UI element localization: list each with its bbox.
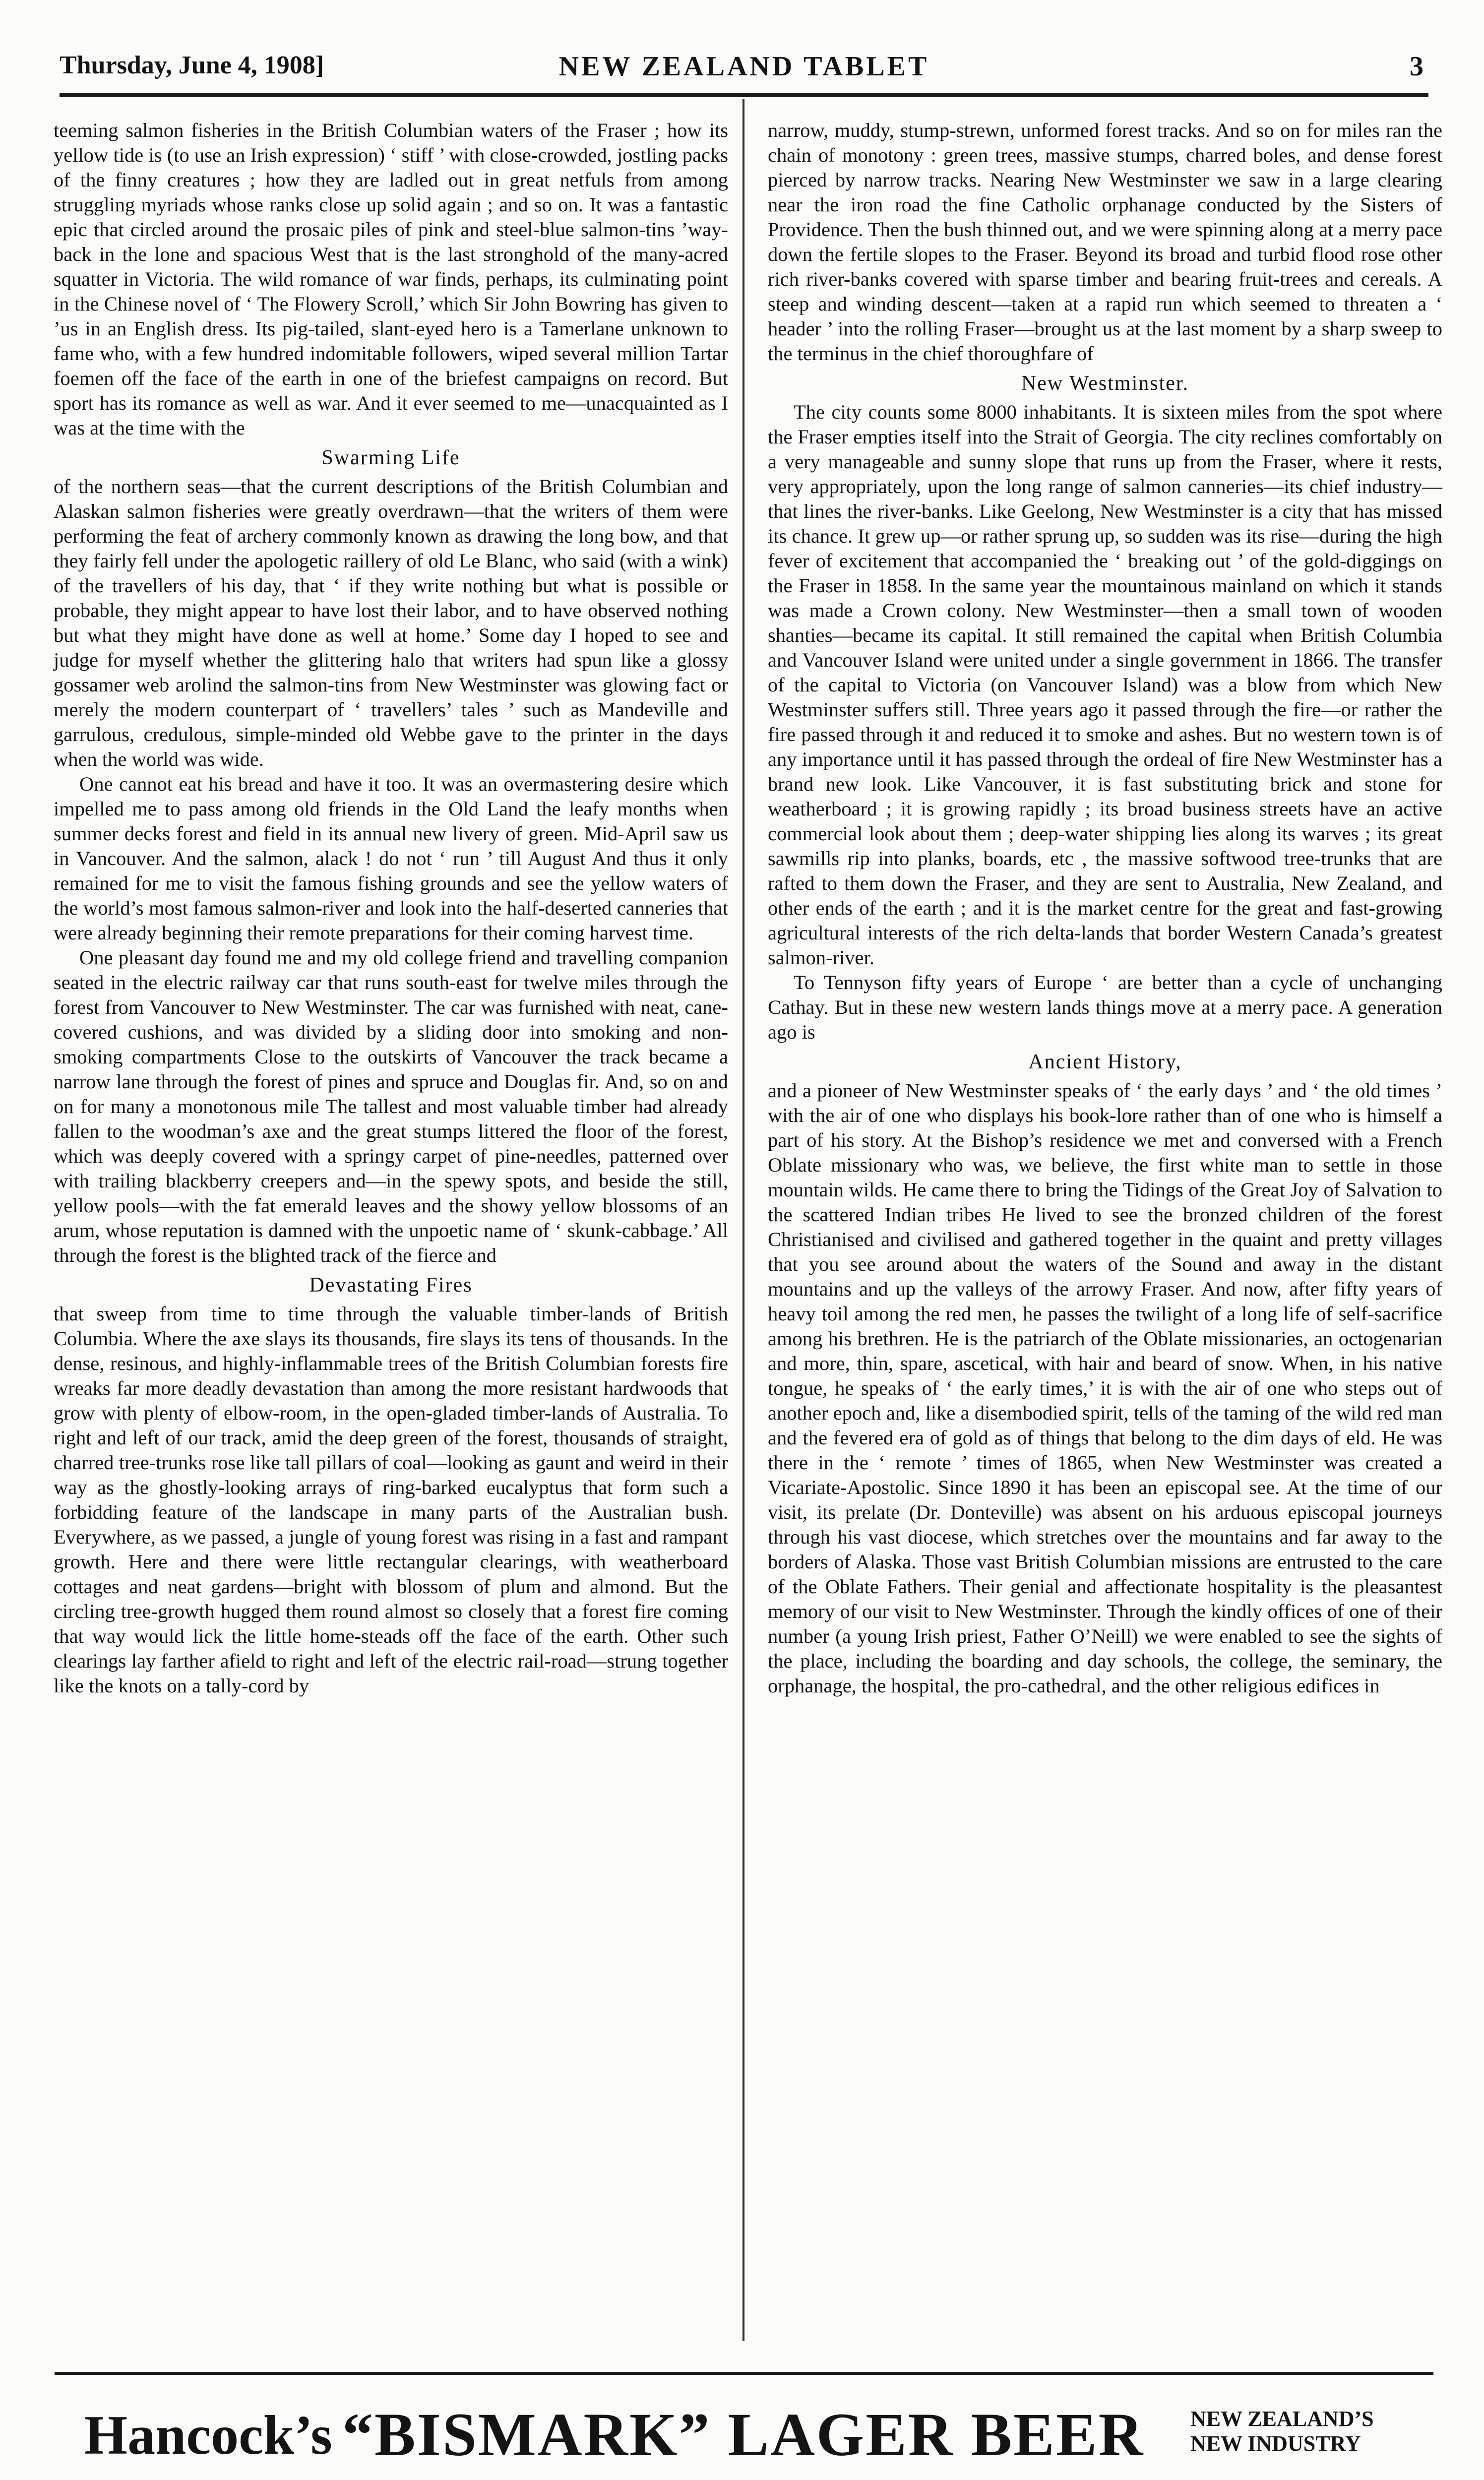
left-column xyxy=(54,118,728,1698)
right-column xyxy=(768,118,1442,1698)
article-paragraph: and a pioneer of New Westminster speaks of ‘ the early days ’ and ‘ the old times ’ with the air of one who displays his book-lore rather than of one who is himself a part of his story. At the Bishop’s residence we met and conversed with a French Oblate missionary who was, we believe, the first white man to settle in those mountain wilds. He came there to bring the Tidings of the Great Joy of Salvation to the scattered Indian tribes He lived to see the bronzed children of the forest Christianised and civilised and gathered together in the quaint and pretty villages that you see around about the waters of the Sound and away in the distant mountains and up the valleys of the arrowy Fraser. And now, after fifty years of heavy toil among the red men, he passes the twilight of a long life of self-sacrifice among his brethren. He is the patriarch of the Oblate missionaries, an octogenarian and more, thin, spare, ascetical, with hair and beard of snow. When, in his native tongue, he speaks of ‘ the early times,’ it is with the air of one who steps out of another epoch and, like a disembodied spirit, tells of the taming of the wild red man and the fevered era of gold as of things that belong to the dim days of eld. He was there in the ‘ remote ’ times of 1865, when New Westminster was created a Vicariate-Apostolic. Since 1890 it has been an episcopal see. At the time of our visit, its prelate (Dr. Donteville) was absent on his arduous episcopal journeys through his vast diocese, which stretches over the mountains and far away to the borders of Alaska. Those vast British Columbian missions are entrusted to the care of the Oblate Fathers. Their genial and affectionate hospitality is the pleasantest memory of our visit to New Westminster. Through the kindly offices of one of their number (a young Irish priest, Father O’Neill) we were enabled to see the sights of the place, including the boarding and day schools, the college, the seminary, the orphanage, the hospital, the pro-cathedral, and the other religious edifices in xyxy=(768,1079,1442,1697)
advert-tagline-line: NEW ZEALAND’S xyxy=(1190,2407,1374,2431)
advert-tagline xyxy=(1190,2407,1374,2456)
beer-advertisement xyxy=(84,2381,1423,2480)
advert-brand: Hancock’s xyxy=(84,2405,332,2466)
subheading: Devastating Fires xyxy=(309,1274,473,1297)
advert-tagline-line: NEW INDUSTRY xyxy=(1190,2431,1361,2456)
subheading: New Westminster. xyxy=(1021,372,1189,395)
article-paragraph: The city counts some 8000 inhabitants. It is sixteen miles from the spot where the Fraser empties itself into the Strait of Georgia. The city reclines comfortably on a very manageable and sunny slope that runs up from the Fraser, where it rests, very appropriately, upon the long range of salmon canneries—its chief industry—that lines the river-banks. Like Geelong, New Westminster is a city that has missed its chance. It grew up—or rather sprung up, so sudden was its rise—during the high fever of excitement that accompanied the ‘ breaking out ’ of the gold-diggings on the Fraser in 1858. In the same year the mountainous mainland on which it stands was made a Crown colony. New Westminster—then a small town of wooden shanties—became its capital. It still remained the capital when British Columbia and Vancouver Island were united under a single government in 1866. The transfer of the capital to Victoria (on Vancouver Island) was a blow from which New Westminster suffers still. Three years ago it passed through the fire—or rather the fire passed through it and reduced it to smoke and ashes. But no western town is of any importance until it has passed through the ordeal of fire New Westminster has a brand new look. Like Vancouver, it is fast substituting brick and stone for weatherboard ; it is growing rapidly ; its broad business streets have an active commercial look about them ; deep-water shipping lies along its warves ; its great sawmills rip into planks, boards, etc , the massive softwood tree-trunks that are rafted to them down the Fraser, and they are sent to Australia, New Zealand, and other ends of the earth ; and it is the market centre for the great and fast-growing agricultural interests of the rich delta-lands that border Western Canada’s greatest salmon-river. xyxy=(768,401,1442,969)
page-header xyxy=(60,46,1428,95)
article-paragraph: that sweep from time to time through the valuable timber-lands of British Columbia. Where the axe slays its thousands, fire slays its tens of thousands. In the dense, resinous, and highly-inflammable trees of the British Columbian forests fire wreaks far more deadly devastation than among the more resistant hardwoods that grow with plenty of elbow-room, in the open-gladed timber-lands of Australia. To right and left of our track, amid the deep green of the forest, thousands of straight, charred tree-trunks rose like tall pillars of coal—looking as gaunt and weird in their way as the ghostly-looking arrays of ring-barked eucalyptus that form such a forbidding feature of the landscape in many parts of the Australian bush. Everywhere, as we passed, a jungle of young forest was rising in a fast and rampant growth. Here and there were little rectangular clearings, with weatherboard cottages and neat gardens—bright with blossom of plum and almond. But the circling tree-growth hugged them round almost so closely that a forest fire coming that way would lick the little home-steads off the face of the earth. Other such clearings lay farther afield to right and left of the electric rail-road—strung together like the knots on a tally-cord by xyxy=(54,1302,728,1697)
article-paragraph: teeming salmon fisheries in the British Columbian waters of the Fraser ; how its yellow tide is (to use an Irish expression) ‘ stiff ’ with close-crowded, jostling packs of the finny creatures ; how they are ladled out in great netfuls from among struggling myriads whose ranks close up solid again ; and so on. It was a fantastic epic that circled around the prosaic piles of pink and steel-blue salmon-tins ’way-back in the lone and spacious West that is the last stronghold of the many-acred squatter in Victoria. The wild romance of war finds, perhaps, its culminating point in the Chinese novel of ‘ The Flowery Scroll,’ which Sir John Bowring has given to ’us in an English dress. Its pig-tailed, slant-eyed hero is a Tamerlane unknown to fame who, with a few hundred indomitable followers, wiped several million Tartar foemen off the face of the earth in one of the briefest campaigns on record. But sport has its romance as well as war. And it ever seemed to me—unacquainted as I was at the time with the xyxy=(54,119,728,439)
article-paragraph: narrow, muddy, stump-strewn, unformed forest tracks. And so on for miles ran the chain of monotony : green trees, massive stumps, charred boles, and dense forest pierced by narrow tracks. Nearing New Westminster we saw in a large clearing near the iron road the fine Catholic orphanage conducted by the Sisters of Providence. Then the bush thinned out, and we were spinning along at a merry pace down the fertile slopes to the Fraser. Beyond its broad and turbid flood rose other rich river-banks covered with sparse timber and bearing fruit-trees and cereals. A steep and winding descent—taken at a rapid run which seemed to threaten a ‘ header ’ into the rolling Fraser—brought us at the last moment by a sharp sweep to the terminus in the chief thoroughfare of xyxy=(768,119,1442,365)
article-paragraph: One cannot eat his bread and have it too. It was an overmastering desire which impelled me to pass among old friends in the Old Land the leafy months when summer decks forest and field in its annual new livery of green. Mid-April saw us in Vancouver. And the salmon, alack ! do not ‘ run ’ till August And thus it only remained for me to visit the famous fishing grounds and see the yellow waters of the world’s most famous salmon-river and look into the half-deserted canneries that were already beginning their remote preparations for their coming harvest time. xyxy=(54,773,728,944)
article-paragraph: To Tennyson fifty years of Europe ‘ are better than a cycle of unchanging Cathay. But in these new western lands things move at a merry pace. A generation ago is xyxy=(768,971,1442,1043)
column-divider xyxy=(742,99,744,2341)
subheading: Ancient History, xyxy=(1028,1051,1182,1073)
article-paragraph: One pleasant day found me and my old college friend and travelling companion seated in the electric railway car that runs south-east for twelve miles through the forest from Vancouver to New Westminster. The car was furnished with neat, cane-covered cushions, and was divided by a sliding door into smoking and non-smoking compartments Close to the outskirts of Vancouver the track became a narrow lane through the forest of pines and spruce and Douglas fir. And, so on and on for many a monotonous mile The tallest and most valuable timber had already fallen to the woodman’s axe and the great stumps littered the floor of the forest, which was deeply covered with a springy carpet of pine-needles, patterned over with trailing blackberry creepers and—in the spewy spots, and beside the still, yellow pools—with the fat emerald leaves and the showy yellow blossoms of an arum, whose reputation is damned with the unpoetic name of ‘ skunk-cabbage.’ All through the forest is the blighted track of the fierce and xyxy=(54,946,728,1266)
issue-date: Thursday, June 4, 1908] xyxy=(60,51,324,79)
header-rule xyxy=(60,93,1428,97)
advert-product: “BISMARK” LAGER BEER xyxy=(342,2401,1145,2469)
article-paragraph: of the northern seas—that the current descriptions of the British Columbian and Alaskan salmon fisheries were greatly overdrawn—that the writers of them were performing the feat of archery commonly known as drawing the long bow, and that they fairly fell under the apologetic raillery of old Le Blanc, who said (with a wink) of the travellers of his day, that ‘ if they write nothing but what is possible or probable, they might appear to have lost their labor, and to have observed nothing but what they might have done as well at home.’ Some day I hoped to see and judge for myself whether the glittering halo that writers had spun like a glossy gossamer web arolind the salmon-tins from New Westminster was glowing fact or merely the modern counterpart of ‘ travellers’ tales ’ such as Mandeville and garrulous, credulous, simple-minded old Webbe gave to the printer in the days when the world was wide. xyxy=(54,475,728,770)
masthead-title: NEW ZEALAND TABLET xyxy=(558,51,929,82)
advert-rule xyxy=(55,2372,1433,2375)
page-number: 3 xyxy=(1410,51,1423,82)
subheading: Swarming Life xyxy=(321,446,460,469)
